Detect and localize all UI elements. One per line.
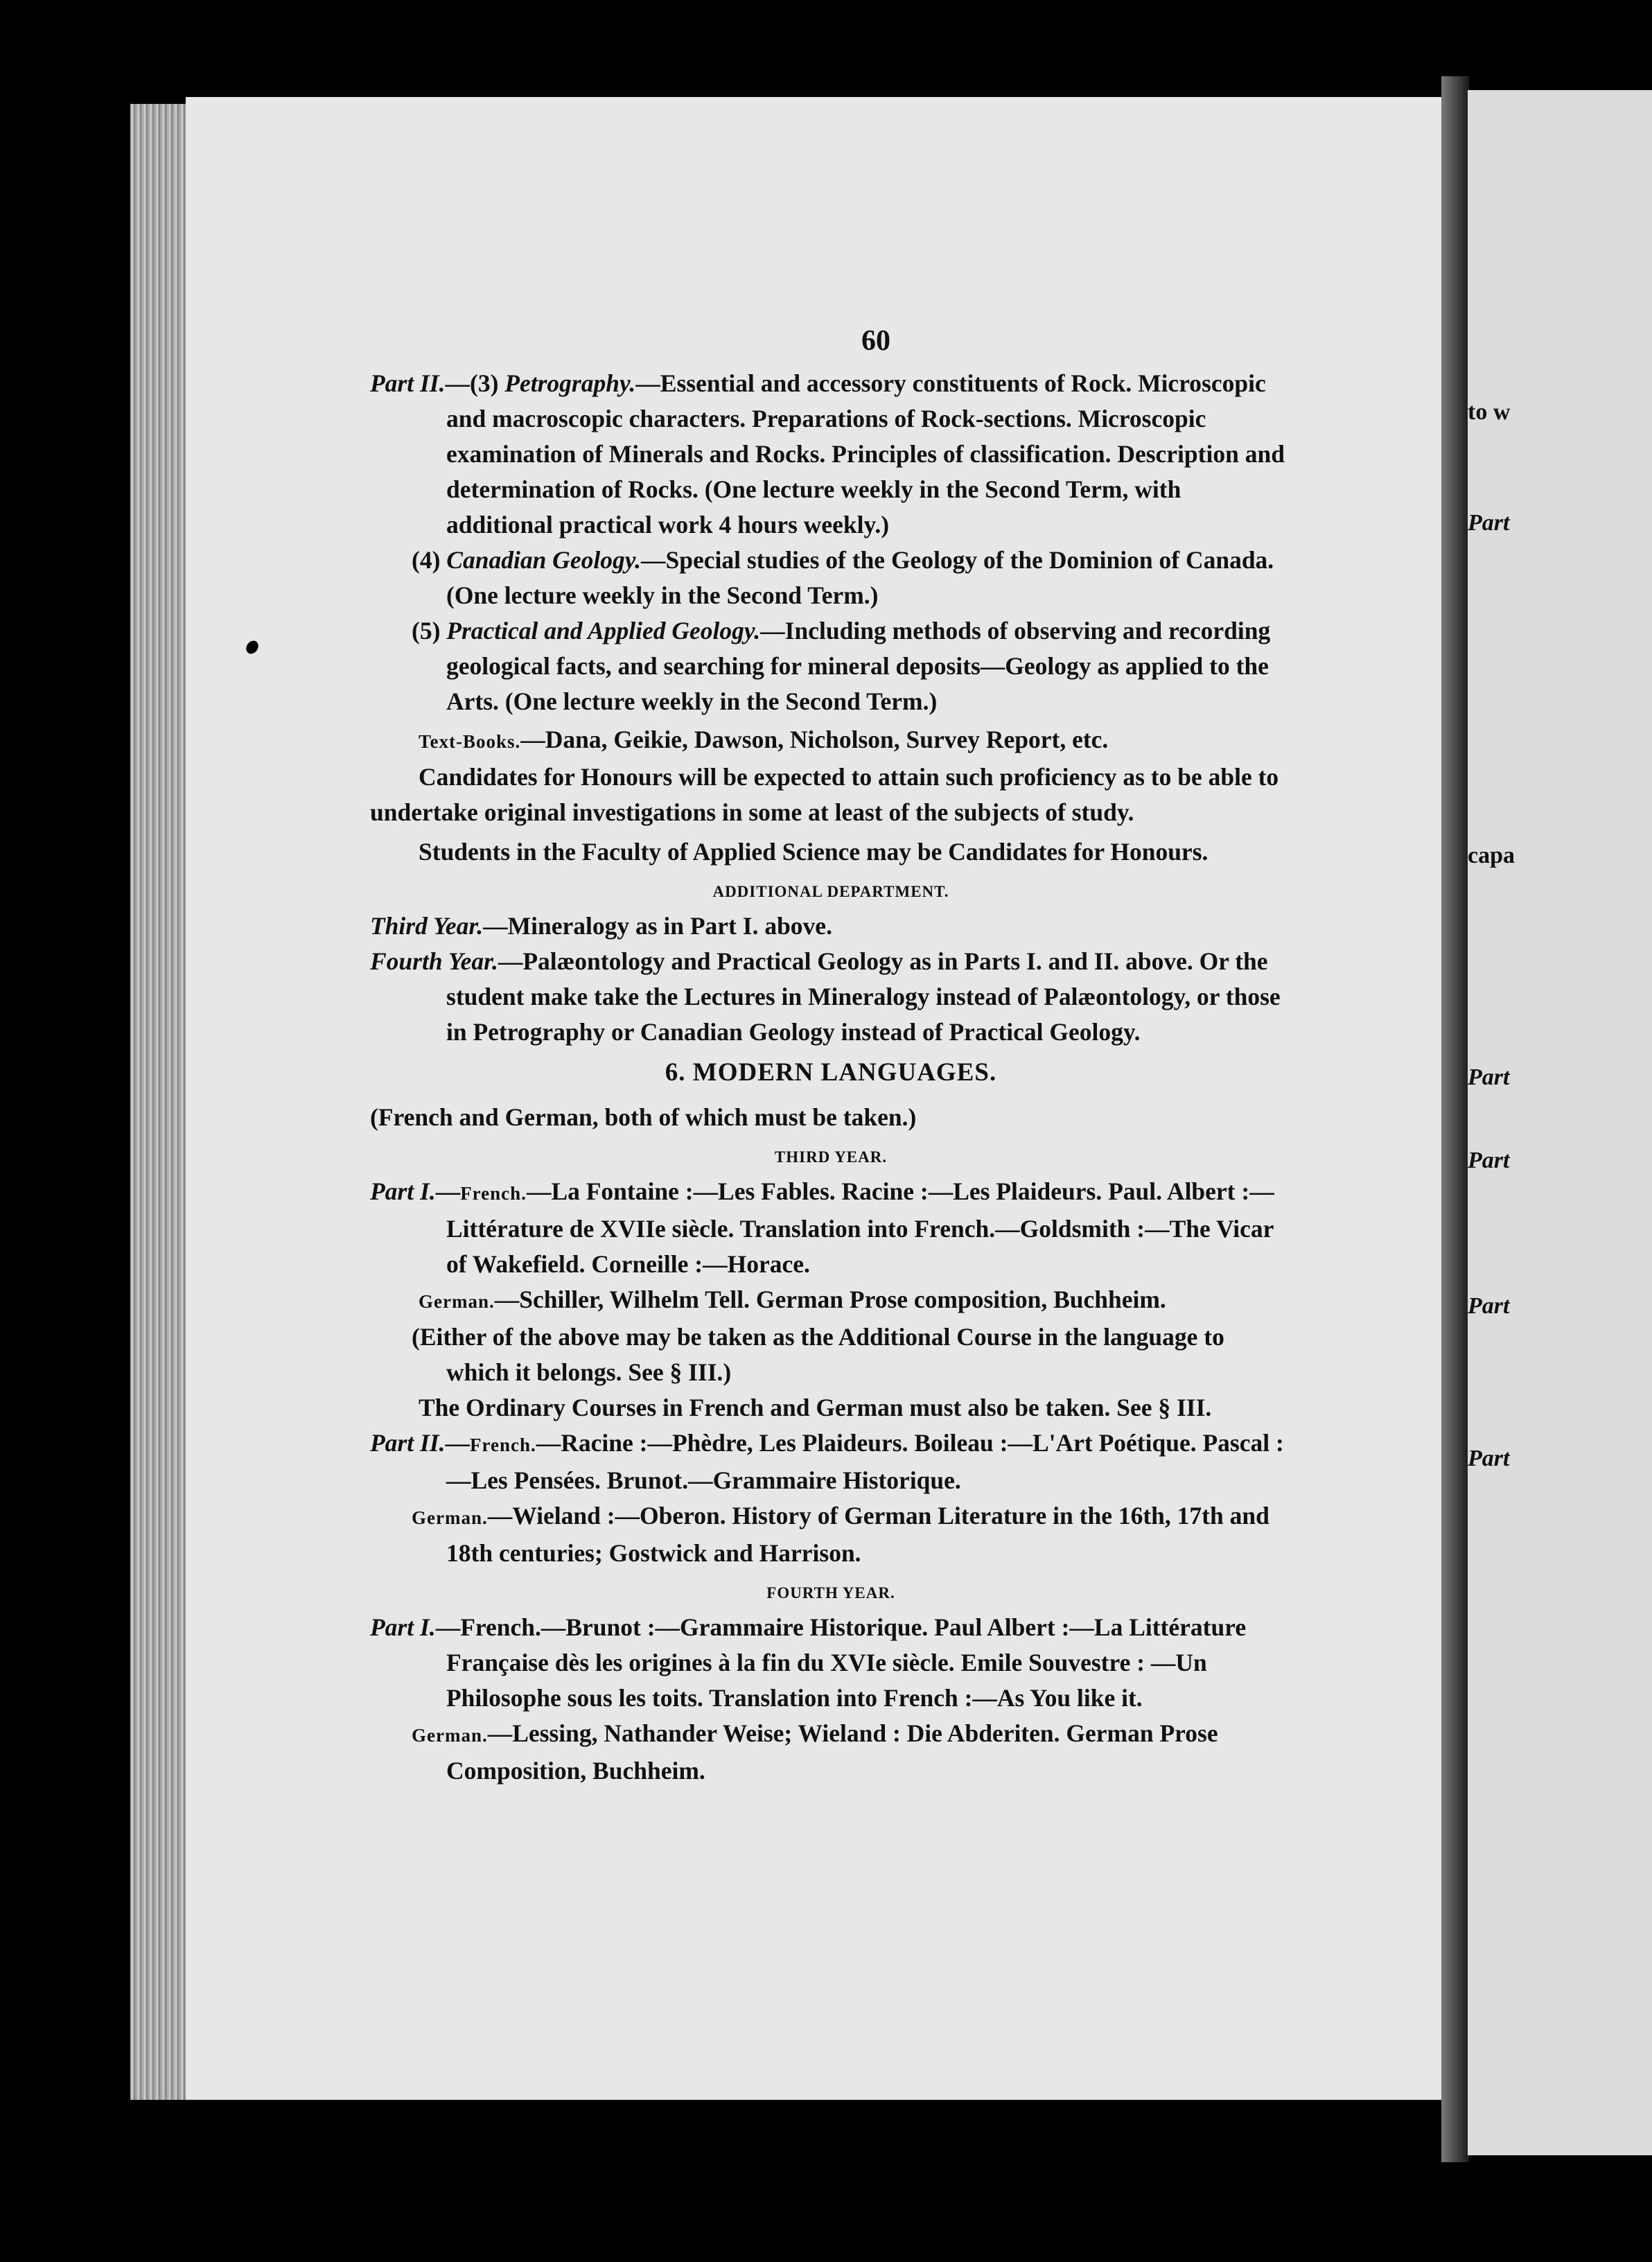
subject-title: Petrography.	[504, 369, 636, 397]
part-label: Part I.	[370, 1613, 436, 1641]
textbooks-paragraph	[370, 722, 1292, 760]
item-number: —(3)	[445, 369, 505, 397]
paragraph-text: —Essential and accessory constituents of Rock. Microscopic and macroscopic characters. Preparations of Rock-sections. Microscopic examination of Minerals and Rocks. Principles of classification. Description and determination of Rocks. (One lecture weekly in the Second Term, with additional practical work 4 hours weekly.)	[446, 369, 1285, 538]
subject-title: Canadian Geology.	[446, 546, 642, 574]
petrography-paragraph	[370, 366, 1292, 543]
year-heading: THIRD YEAR.	[774, 1148, 888, 1166]
book-gutter	[1441, 76, 1469, 2162]
paragraph-text: —Lessing, Nathander Weise; Wieland : Die Abderiten. German Prose Composition, Buchheim.	[446, 1719, 1218, 1785]
facing-page-fragment: to w	[1468, 399, 1511, 425]
paragraph-text: —Including methods of observing and recording geological facts, and searching for mineral deposits—Geology as applied to the Arts. (One lecture weekly in the Second Term.)	[446, 617, 1271, 715]
facing-page-fragment: Part	[1468, 510, 1510, 536]
language-label: German.	[419, 1291, 495, 1312]
honours-paragraph: Candidates for Honours will be expected to attain such proficiency as to be able to undertake original investigations in some at least of the subjects of study.	[370, 763, 1279, 826]
part-label: Part II.	[370, 1429, 446, 1457]
paragraph-text: —Mineralogy as in Part I. above.	[483, 912, 832, 940]
facing-page-fragment: Part	[1468, 1148, 1510, 1173]
facing-page-fragment: Part	[1468, 1293, 1510, 1319]
either-note: (Either of the above may be taken as the Additional Course in the language to which it belongs. See § III.)	[412, 1323, 1224, 1386]
paragraph-text: —Wieland :—Oberon. History of German Literature in the 16th, 17th and 18th centuries; Gostwick and Harrison.	[446, 1502, 1269, 1567]
language-label: German.	[412, 1725, 488, 1746]
intro-paragraph: (French and German, both of which must be taken.)	[370, 1103, 917, 1131]
item-number: (5)	[412, 617, 447, 645]
fourth-year-paragraph	[370, 944, 1292, 1050]
paragraph-text: —Dana, Geikie, Dawson, Nicholson, Survey Report, etc.	[520, 726, 1109, 753]
facing-page	[1468, 90, 1652, 2155]
paragraph-text: —Palæontology and Practical Geology as in Parts I. and II. above. Or the student make take the Lectures in Mineralogy instead of Palæontology, or those in Petrography or Canadian Geology instead of Practical Geology.	[446, 947, 1281, 1046]
page-number: 60	[861, 325, 890, 357]
item-number: (4)	[412, 546, 447, 574]
part-label: Part II.	[370, 369, 446, 397]
facing-page-fragment: Part	[1468, 1446, 1510, 1471]
part1-german-paragraph	[370, 1282, 1292, 1320]
language-label: French.	[460, 1183, 527, 1204]
paragraph-text: —La Fontaine :—Les Fables. Racine :—Les Plaideurs. Paul. Albert :—Littérature de XVIIe siècle. Translation into French.—Goldsmith :—The Vicar of Wakefield. Corneille :—Horace.	[446, 1177, 1274, 1278]
subject-title: Practical and Applied Geology.	[446, 617, 761, 645]
canadian-geology-paragraph	[370, 543, 1292, 613]
ordinary-courses-paragraph: The Ordinary Courses in French and German must also be taken. See § III.	[419, 1394, 1212, 1421]
part2-german-paragraph	[370, 1498, 1292, 1571]
year-label: Fourth Year.	[370, 947, 498, 975]
fourth-part1-german-paragraph	[370, 1716, 1292, 1789]
textbooks-label: Text-Books.	[419, 731, 521, 752]
language-label: German.	[412, 1507, 488, 1528]
paragraph-text: —Special studies of the Geology of the Dominion of Canada. (One lecture weekly in the Second Term.)	[446, 546, 1274, 609]
applied-science-paragraph: Students in the Faculty of Applied Science may be Candidates for Honours.	[419, 838, 1209, 866]
applied-geology-paragraph	[370, 613, 1292, 719]
page-text	[370, 320, 1292, 1789]
third-year-paragraph	[370, 909, 1292, 944]
fourth-part1-french-paragraph	[370, 1610, 1292, 1716]
section-heading: 6. MODERN LANGUAGES.	[665, 1058, 997, 1087]
book-page-edges	[130, 104, 194, 2100]
section-subheading: ADDITIONAL DEPARTMENT.	[712, 883, 949, 900]
facing-page-fragment: capa	[1468, 843, 1515, 868]
part1-french-paragraph: Part I.—French.—La Fontaine :—Les Fables. Racine :—Les Plaideurs. Paul. Albert :—Littérature de XVIIe siècle. Translation into French.—Goldsmith :—The Vicar of Wakefield. Corneille :—Horace.	[370, 1177, 1274, 1278]
paragraph-text: —Racine :—Phèdre, Les Plaideurs. Boileau :—L'Art Poétique. Pascal :—Les Pensées. Brunot.—Grammaire Historique.	[446, 1429, 1284, 1494]
year-label: Third Year.	[370, 912, 484, 940]
part-label: Part I.	[370, 1177, 436, 1205]
paragraph-text: —Schiller, Wilhelm Tell. German Prose composition, Buchheim.	[494, 1286, 1166, 1313]
part2-french-paragraph: Part II.—French.—Racine :—Phèdre, Les Plaideurs. Boileau :—L'Art Poétique. Pascal :—Les Pensées. Brunot.—Grammaire Historique.	[370, 1429, 1284, 1494]
year-heading: FOURTH YEAR.	[766, 1584, 895, 1602]
facing-page-fragment: Part	[1468, 1064, 1510, 1090]
language-label: French.	[470, 1435, 536, 1455]
paragraph-text: —French.—Brunot :—Grammaire Historique. Paul Albert :—La Littérature Française dès les origines à la fin du XVIe siècle. Emile Souvestre : —Un Philosophe sous les toits. Translation into French :—As You like it.	[435, 1613, 1247, 1712]
